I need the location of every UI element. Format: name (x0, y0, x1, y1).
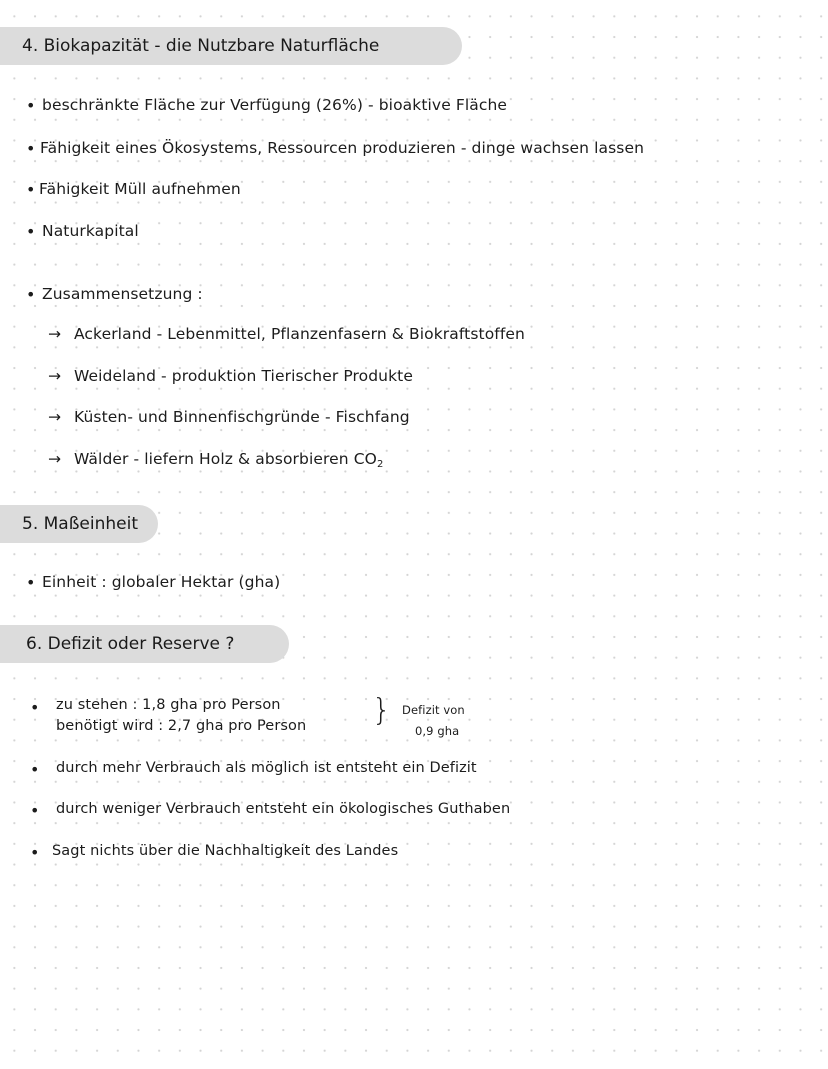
section-6-point: durch weniger Verbrauch entsteht ein ökologisches Guthaben (56, 801, 511, 817)
co2-subscript: 2 (376, 459, 384, 470)
bullet: • (30, 801, 40, 820)
section-6-point: durch mehr Verbrauch als möglich ist entsteht ein Defizit (56, 760, 477, 776)
section-4-heading-pill (0, 27, 462, 65)
bullet: • (26, 285, 36, 304)
arrow-icon: → (48, 367, 62, 385)
bullet: • (26, 96, 36, 115)
arrow-icon: → (48, 408, 62, 426)
composition-item-text: Wälder - liefern Holz & absorbieren CO (74, 450, 377, 468)
composition-item-forests (74, 450, 383, 470)
bullet: • (30, 698, 40, 717)
composition-item: Weideland - produktion Tierischer Produkte (74, 367, 413, 385)
bullet: • (26, 573, 36, 592)
section-4-point: Naturkapital (42, 222, 139, 240)
section-6-point: Sagt nichts über die Nachhaltigkeit des Landes (52, 843, 399, 859)
section-4-point: Fähigkeit eines Ökosystems, Ressourcen produzieren - dinge wachsen lassen (40, 139, 645, 157)
unit-point: Einheit : globaler Hektar (gha) (42, 573, 281, 591)
bullet: • (30, 760, 40, 779)
section-4-point: beschränkte Fläche zur Verfügung (26%) - bioaktive Fläche (42, 96, 508, 114)
available-capacity: zu stehen : 1,8 gha pro Person (56, 697, 281, 713)
needed-capacity: benötigt wird : 2,7 gha pro Person (56, 718, 307, 734)
deficit-value: 0,9 gha (415, 724, 460, 738)
section-5-heading: 5. Maßeinheit (22, 514, 138, 534)
bullet: • (30, 843, 40, 862)
composition-label: Zusammensetzung : (42, 285, 203, 303)
section-4-point: Fähigkeit Müll aufnehmen (39, 180, 241, 198)
arrow-icon: → (48, 450, 62, 468)
section-5-heading-pill (0, 505, 158, 543)
bullet: • (26, 180, 36, 199)
bullet: • (26, 139, 36, 158)
deficit-label: Defizit von (402, 703, 465, 717)
section-4-heading: 4. Biokapazität - die Nutzbare Naturfläche (22, 36, 380, 56)
arrow-icon: → (48, 325, 62, 343)
composition-item: Ackerland - Lebenmittel, Pflanzenfasern & Biokraftstoffen (74, 325, 525, 343)
composition-item: Küsten- und Binnenfischgründe - Fischfang (74, 408, 410, 426)
section-6-heading-pill (0, 625, 289, 663)
section-6-heading: 6. Defizit oder Reserve ? (26, 634, 235, 654)
bullet: • (26, 222, 36, 241)
brace: } (372, 693, 392, 728)
